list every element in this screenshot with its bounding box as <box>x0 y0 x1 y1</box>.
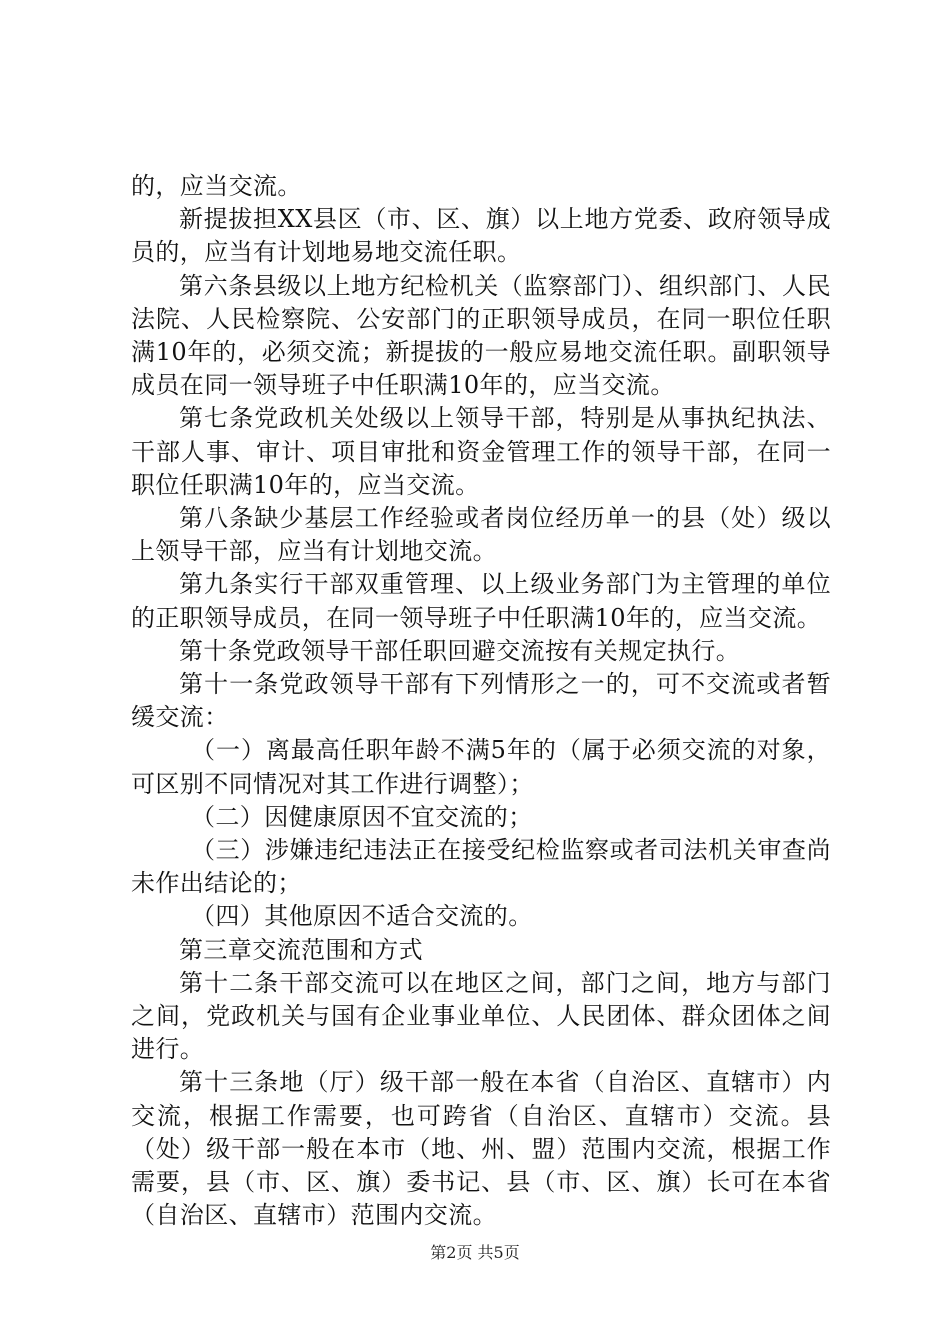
article-8: 第八条缺少基层工作经验或者岗位经历单一的县（处）级以上领导干部，应当有计划地交流。 <box>131 504 831 566</box>
article-11: 第十一条党政领导干部有下列情形之一的，可不交流或者暂缓交流： <box>131 670 831 732</box>
paragraph: 新提拔担XX县区（市、区、旗）以上地方党委、政府领导成员的，应当有计划地易地交流任职。 <box>131 205 831 267</box>
article-9: 第九条实行干部双重管理、以上级业务部门为主管理的单位的正职领导成员，在同一领导班子中任职满10年的，应当交流。 <box>131 570 831 632</box>
page-number-footer: 第2页 共5页 <box>430 1243 520 1262</box>
document-body <box>131 170 831 1233</box>
article-13: 第十三条地（厅）级干部一般在本省（自治区、直辖市）内交流，根据工作需要，也可跨省（自治区、直辖市）交流。县（处）级干部一般在本市（地、州、盟）范围内交流，根据工作需要，县（市、区、旗）委书记、县（市、区、旗）长可在本省（自治区、直辖市）范围内交流。 <box>131 1068 831 1230</box>
article-10: 第十条党政领导干部任职回避交流按有关规定执行。 <box>179 636 741 665</box>
list-item: （三）涉嫌违纪违法正在接受纪检监察或者司法机关审查尚未作出结论的； <box>131 836 831 898</box>
list-item: （二）因健康原因不宜交流的； <box>191 802 533 831</box>
chapter-heading: 第三章交流范围和方式 <box>179 935 423 964</box>
article-7: 第七条党政机关处级以上领导干部，特别是从事执纪执法、干部人事、审计、项目审批和资金管理工作的领导干部，在同一职位任职满10年的，应当交流。 <box>131 404 831 499</box>
list-item: （一）离最高任职年龄不满5年的（属于必须交流的对象，可区别不同情况对其工作进行调整）； <box>131 736 831 798</box>
paragraph: 的，应当交流。 <box>131 172 302 200</box>
list-item: （四）其他原因不适合交流的。 <box>191 902 533 931</box>
article-12: 第十二条干部交流可以在地区之间，部门之间，地方与部门之间，党政机关与国有企业事业单位、人民团体、群众团体之间进行。 <box>131 968 831 1064</box>
article-6: 第六条县级以上地方纪检机关（监察部门）、组织部门、人民法院、人民检察院、公安部门的正职领导成员，在同一职位任职满10年的，必须交流；新提拔的一般应易地交流任职。副职领导成员在同一领导班子中任职满10年的，应当交流。 <box>131 271 831 400</box>
